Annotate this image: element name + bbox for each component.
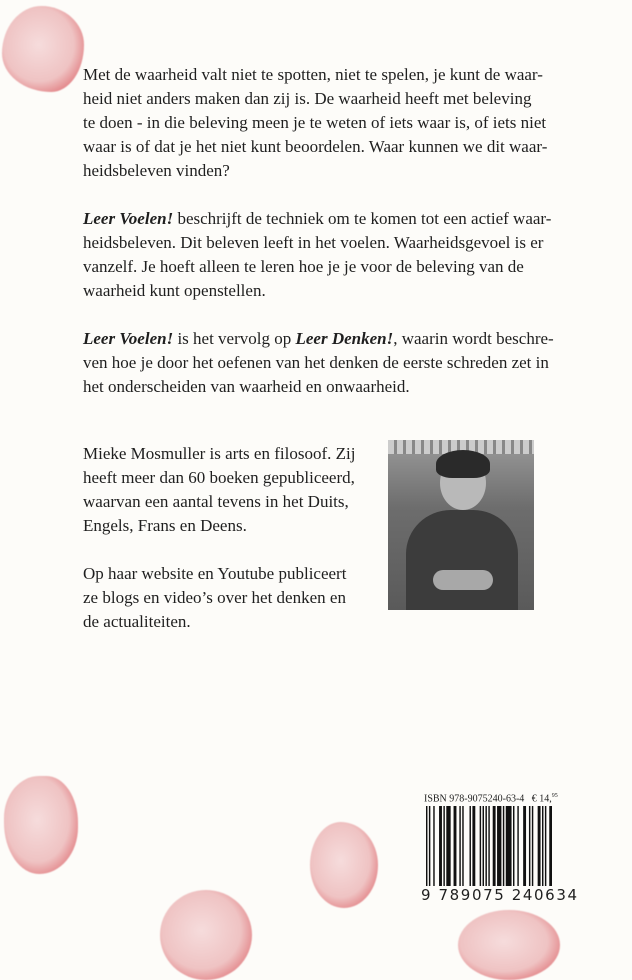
barcode-bar (513, 806, 514, 888)
author-bio (83, 442, 379, 658)
petal-decoration (458, 910, 560, 980)
barcode-bar (472, 806, 475, 888)
isbn: ISBN 978-9075240-63-4 (424, 793, 525, 805)
barcode-bar (517, 806, 518, 888)
text-segment: vanzelf. Je hoeft alleen te leren hoe je je voor de beleving van de (83, 257, 524, 276)
paragraph (83, 442, 379, 538)
paragraph (83, 562, 379, 634)
barcode-bar (542, 806, 543, 888)
barcode-bar (523, 806, 526, 888)
text-segment: Met de waarheid valt niet te spotten, niet te spelen, je kunt de waar- (83, 65, 543, 84)
text-line (83, 442, 379, 466)
petal-decoration (310, 822, 378, 908)
barcode-bar (532, 806, 533, 888)
book-title: Leer Voelen! (83, 329, 174, 348)
text-segment: waarvan een aantal tevens in het Duits, (83, 492, 349, 511)
barcode-bar (433, 806, 434, 888)
text-line (83, 327, 554, 351)
barcode-bar (488, 806, 489, 888)
barcode-bar (503, 806, 504, 888)
text-line (83, 279, 550, 303)
price-cents: 95 (551, 793, 558, 799)
text-segment: de actualiteiten. (83, 612, 191, 631)
isbn-price (424, 793, 558, 804)
text-segment: waarheid kunt openstellen. (83, 281, 266, 300)
text-line (83, 490, 379, 514)
text-segment: te doen - in die beleving meen je te weten of iets waar is, of iets niet (83, 113, 547, 132)
text-line (83, 514, 379, 538)
barcode-bar (493, 806, 496, 888)
text-line (83, 159, 550, 183)
book-title: Leer Denken! (295, 329, 394, 348)
barcode-bar (529, 806, 530, 888)
text-segment: waar is of dat je het niet kunt beoordelen. Waar kunnen we dit waar- (83, 137, 548, 156)
text-line (83, 87, 550, 111)
text-line (83, 135, 550, 159)
petal-decoration (4, 776, 78, 874)
paragraph (83, 327, 554, 399)
text-segment: heid niet anders maken dan zij is. De waarheid heeft met beleving (83, 89, 532, 108)
barcode-bar (497, 806, 501, 888)
blurb-text (83, 63, 554, 423)
text-segment: Op haar website en Youtube publiceert (83, 564, 347, 583)
text-line (83, 351, 550, 375)
text-line (83, 466, 379, 490)
text-line (83, 375, 550, 399)
barcode-bar (462, 806, 463, 888)
text-line (83, 63, 550, 87)
paragraph (83, 63, 550, 183)
barcode-bar (485, 806, 486, 888)
text-line (83, 207, 550, 231)
text-segment: ven hoe je door het oefenen van het denken de eerste schreden zet in (83, 353, 549, 372)
barcode-bar (506, 806, 512, 888)
barcode-bar (454, 806, 457, 888)
barcode-bar (549, 806, 552, 888)
price: € 14, (531, 793, 552, 805)
barcode-bar (439, 806, 442, 888)
paragraph (83, 207, 550, 303)
author-photo (388, 440, 534, 610)
text-line (83, 231, 550, 255)
book-title: Leer Voelen! (83, 209, 174, 228)
text-segment: , waarin wordt beschre- (393, 329, 554, 348)
barcode-bar (538, 806, 541, 888)
text-segment: heidsbeleven. Dit beleven leeft in het voelen. Waarheidsgevoel is er (83, 233, 544, 252)
petal-decoration (2, 6, 84, 92)
text-line (83, 562, 379, 586)
barcode-number: 9 789075 240634 (421, 886, 579, 904)
barcode-bar (459, 806, 460, 888)
barcode-bar (446, 806, 450, 888)
text-line (83, 255, 550, 279)
petal-decoration (160, 890, 252, 980)
barcode-bar (483, 806, 484, 888)
text-line (83, 111, 550, 135)
text-line (83, 610, 379, 634)
barcode-bar (443, 806, 444, 888)
barcode-bar (480, 806, 481, 888)
text-segment: heeft meer dan 60 boeken gepubliceerd, (83, 468, 355, 487)
text-line (83, 586, 379, 610)
text-segment: Engels, Frans en Deens. (83, 516, 247, 535)
text-segment: beschrijft de techniek om te komen tot een actief waar- (173, 209, 552, 228)
text-segment: ze blogs en video’s over het denken en (83, 588, 346, 607)
text-segment: het onderscheiden van waarheid en onwaarheid. (83, 377, 410, 396)
barcode-bar (470, 806, 471, 888)
text-segment: is het vervolg op (173, 329, 296, 348)
text-segment: Mieke Mosmuller is arts en filosoof. Zij (83, 444, 356, 463)
text-segment: heidsbeleven vinden? (83, 161, 230, 180)
barcode-bar (545, 806, 546, 888)
